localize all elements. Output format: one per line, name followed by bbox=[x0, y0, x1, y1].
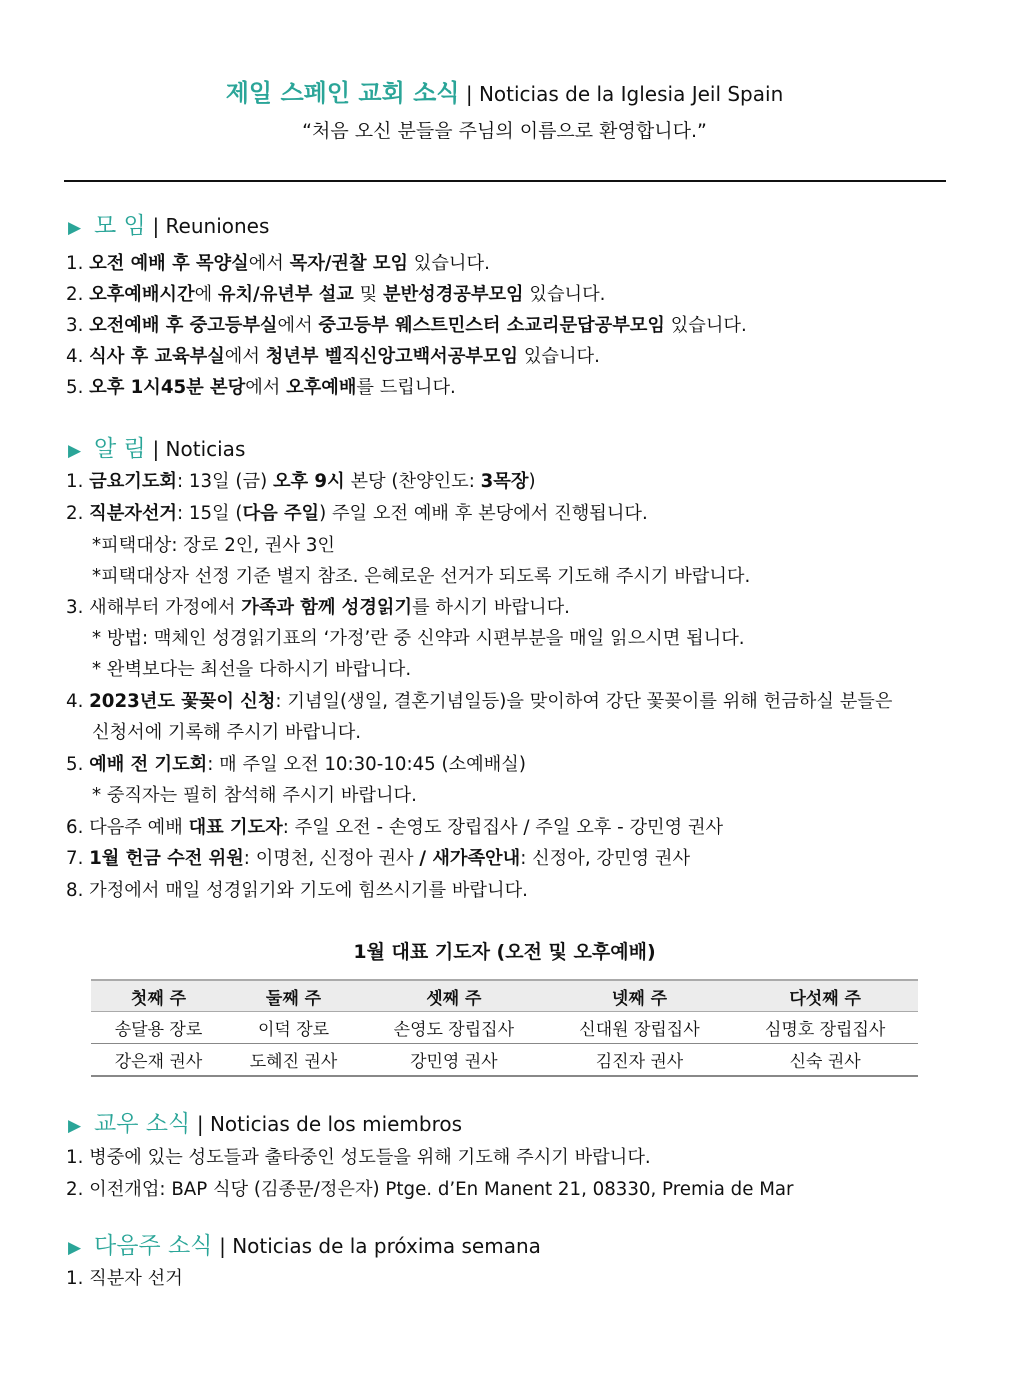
list-item: 1. 금요기도회: 13일 (금) 오후 9시 본당 (찬양인도: 3목장) bbox=[66, 471, 536, 492]
section-title-reuniones bbox=[68, 211, 269, 243]
table-header-cell: 둘째 주 bbox=[226, 980, 361, 1012]
list-item: 4. 2023년도 꽃꽂이 신청: 기념일(생일, 결혼기념일등)을 맞이하여 강단 꽃꽂이를 위해 헌금하실 분들은 bbox=[66, 691, 893, 712]
table-row bbox=[91, 1044, 918, 1077]
table-header-cell: 넷째 주 bbox=[547, 980, 733, 1012]
list-item: 1. 병중에 있는 성도들과 출타중인 성도들을 위해 기도해 주시기 바랍니다. bbox=[66, 1147, 651, 1168]
list-item: 5. 예배 전 기도회: 매 주일 오전 10:30-10:45 (소예배실) bbox=[66, 754, 526, 775]
section-spanish: | Noticias de la próxima semana bbox=[219, 1234, 541, 1258]
section-spanish: | Reuniones bbox=[152, 214, 270, 238]
table-cell: 심명호 장립집사 bbox=[732, 1012, 918, 1044]
triangle-bullet-icon: ▶ bbox=[68, 441, 82, 461]
triangle-bullet-icon: ▶ bbox=[68, 1238, 82, 1258]
table-header-cell: 다섯째 주 bbox=[732, 980, 918, 1012]
section-korean: 모 임 bbox=[94, 213, 146, 239]
list-subitem: * 중직자는 필히 참석해 주시기 바랍니다. bbox=[92, 785, 417, 806]
list-subitem: *피택대상: 장로 2인, 권사 3인 bbox=[92, 535, 335, 556]
list-item: 6. 다음주 예배 대표 기도자: 주일 오전 - 손영도 장립집사 / 주일 오후 - 강민영 권사 bbox=[66, 817, 724, 838]
section-spanish: | Noticias bbox=[152, 437, 246, 461]
list-item: 1. 오전 예배 후 목양실에서 목자/권찰 모임 있습니다. bbox=[66, 253, 490, 274]
table-cell: 이덕 장로 bbox=[226, 1012, 361, 1044]
list-item: 7. 1월 헌금 수전 위원: 이명천, 신정아 권사 / 새가족안내: 신정아, 강민영 권사 bbox=[66, 848, 691, 869]
table-header-row bbox=[91, 980, 918, 1012]
table-cell: 강은재 권사 bbox=[91, 1044, 226, 1077]
list-item: 3. 새해부터 가정에서 가족과 함께 성경읽기를 하시기 바랍니다. bbox=[66, 597, 570, 618]
list-item: 3. 오전예배 후 중고등부실에서 중고등부 웨스트민스터 소교리문답공부모임 있습니다. bbox=[66, 315, 747, 336]
list-item: 1. 직분자 선거 bbox=[66, 1268, 183, 1289]
table-header-cell: 첫째 주 bbox=[91, 980, 226, 1012]
table-cell: 송달용 장로 bbox=[91, 1012, 226, 1044]
section-title-proxima bbox=[68, 1231, 541, 1263]
section-title-noticias bbox=[68, 434, 245, 466]
title-separator: | bbox=[459, 82, 479, 106]
list-item: 2. 이전개업: BAP 식당 (김종문/정은자) Ptge. d’En Manent 21, 08330, Premia de Mar bbox=[66, 1179, 794, 1200]
table-cell: 도혜진 권사 bbox=[226, 1044, 361, 1077]
triangle-bullet-icon: ▶ bbox=[68, 218, 82, 238]
page-title bbox=[0, 78, 1009, 109]
title-korean: 제일 스페인 교회 소식 bbox=[225, 79, 460, 107]
section-korean: 알 림 bbox=[94, 436, 146, 462]
list-subitem: * 방법: 맥체인 성경읽기표의 ‘가정’란 중 신약과 시편부분을 매일 읽으시면 됩니다. bbox=[92, 628, 745, 649]
triangle-bullet-icon: ▶ bbox=[68, 1116, 82, 1136]
prayer-leaders-table bbox=[91, 979, 918, 1077]
list-item: 4. 식사 후 교육부실에서 청년부 벨직신앙고백서공부모임 있습니다. bbox=[66, 346, 600, 367]
title-spanish: Noticias de la Iglesia Jeil Spain bbox=[478, 82, 784, 106]
welcome-subtitle: “처음 오신 분들을 주님의 이름으로 환영합니다.” bbox=[302, 120, 707, 142]
table-cell: 손영도 장립집사 bbox=[361, 1012, 547, 1044]
table-cell: 신대원 장립집사 bbox=[547, 1012, 733, 1044]
section-title-miembros bbox=[68, 1109, 462, 1141]
list-subitem: 신청서에 기록해 주시기 바랍니다. bbox=[92, 722, 362, 743]
table-header-cell: 셋째 주 bbox=[361, 980, 547, 1012]
list-subitem: *피택대상자 선정 기준 별지 참조. 은혜로운 선거가 되도록 기도해 주시기 바랍니다. bbox=[92, 566, 751, 587]
list-item: 8. 가정에서 매일 성경읽기와 기도에 힘쓰시기를 바랍니다. bbox=[66, 880, 528, 901]
table-cell: 강민영 권사 bbox=[361, 1044, 547, 1077]
table-row bbox=[91, 1012, 918, 1044]
table-cell: 신숙 권사 bbox=[732, 1044, 918, 1077]
list-item: 2. 오후예배시간에 유치/유년부 설교 및 분반성경공부모임 있습니다. bbox=[66, 284, 606, 305]
list-item: 5. 오후 1시45분 본당에서 오후예배를 드립니다. bbox=[66, 377, 456, 398]
section-korean: 다음주 소식 bbox=[94, 1233, 213, 1259]
header-divider bbox=[64, 180, 946, 182]
prayer-table-title: 1월 대표 기도자 (오전 및 오후예배) bbox=[353, 941, 656, 963]
table-cell: 김진자 권사 bbox=[547, 1044, 733, 1077]
list-subitem: * 완벽보다는 최선을 다하시기 바랍니다. bbox=[92, 659, 412, 680]
section-korean: 교우 소식 bbox=[94, 1111, 191, 1137]
list-item: 2. 직분자선거: 15일 (다음 주일) 주일 오전 예배 후 본당에서 진행됩니다. bbox=[66, 503, 648, 524]
section-spanish: | Noticias de los miembros bbox=[196, 1112, 463, 1136]
